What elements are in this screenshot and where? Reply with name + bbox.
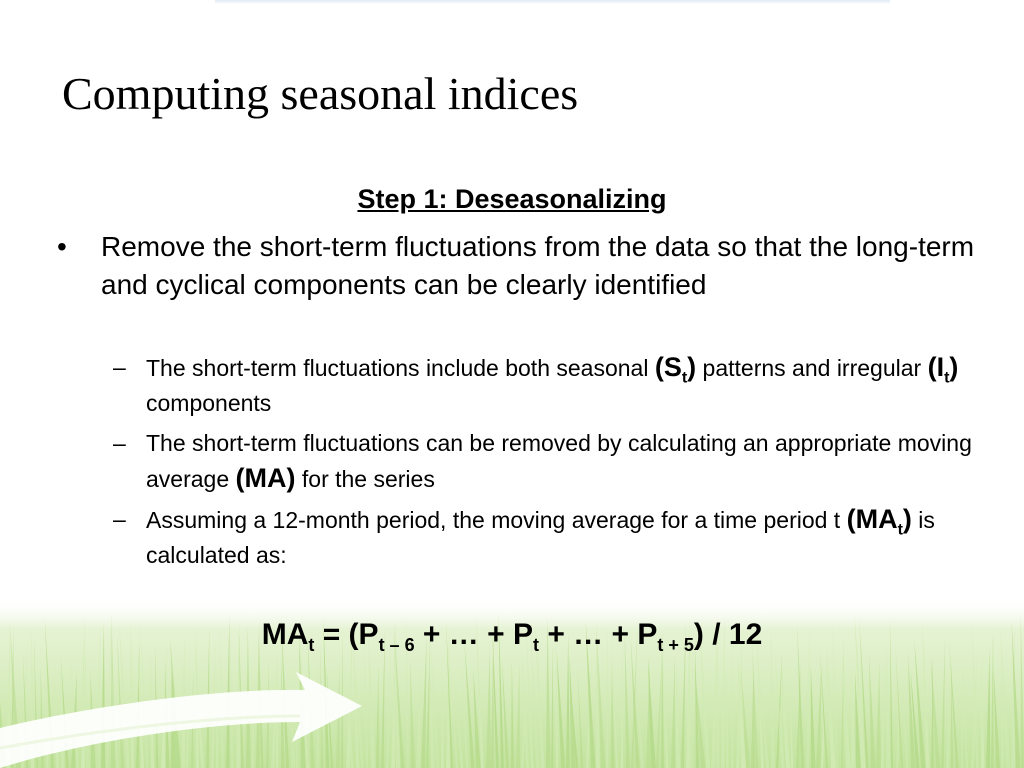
irregular-term: $(I_t)$ [927, 352, 959, 387]
step-heading: Step 1: Deseasonalizing [357, 184, 667, 214]
main-bullet [57, 228, 977, 304]
sub-bullet-moving-average [113, 426, 973, 497]
sub-bullet-text: The short-term fluctuations can be removed by calculating an appropriate moving average (MA) for the series [146, 430, 972, 493]
moving-average-formula: $MA_t = (P_{t - 6}$ + … + $P_t$ + … + $P_{t + 5}) / 12$ [261, 618, 763, 655]
sub-bullet-text: Assuming a 12-month period, the moving average for a time period t $(MA_t)$ is calculated as: [146, 504, 935, 568]
dash-marker: – [113, 354, 126, 380]
bullet-marker: • [57, 231, 67, 262]
ma-term: (MA) [235, 463, 296, 493]
sub-bullet-text: The short-term fluctuations include both seasonal $(S_t)$ patterns and irregular $(I_t)$ components [146, 352, 959, 416]
seasonal-term: $(S_t)$ [654, 352, 697, 387]
dash-marker: – [113, 506, 126, 532]
sub-bullet-list [113, 350, 973, 578]
sub-bullet-seasonal [113, 350, 973, 421]
sub-bullet-period [113, 502, 973, 573]
slide-title: Computing seasonal indices [62, 68, 579, 119]
dash-marker: – [113, 430, 126, 456]
mat-term: $(MA_t)$ [846, 504, 912, 539]
main-bullet-text: Remove the short-term fluctuations from the data so that the long-term and cyclical components can be clearly identified [101, 231, 975, 300]
